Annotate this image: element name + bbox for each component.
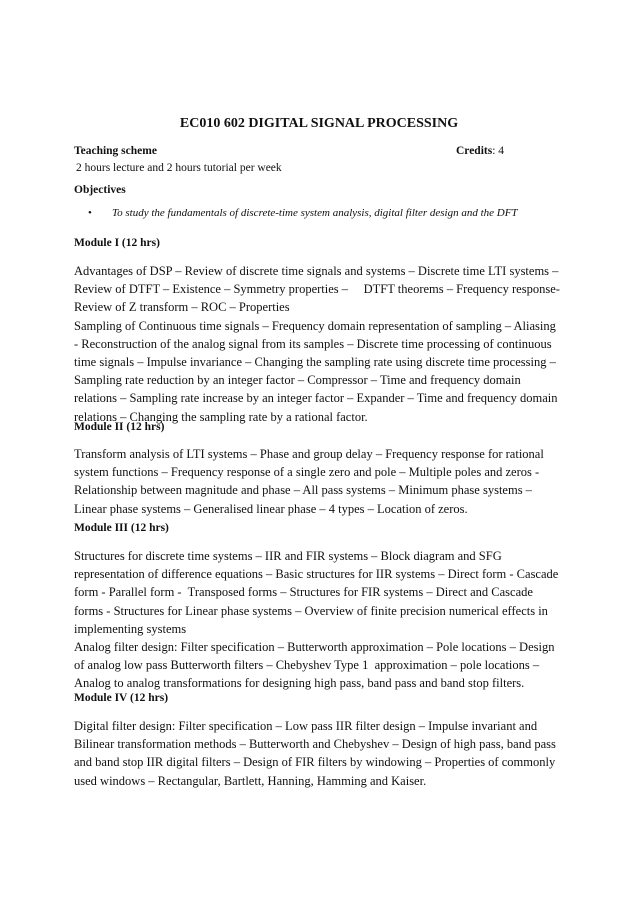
bullet-icon: • [88, 207, 92, 219]
module-2-content [74, 445, 564, 518]
module-1-line: Advantages of DSP – Review of discrete time signals and systems – Discrete time LTI systems – [74, 264, 559, 278]
module-4-line: Bilinear transformation methods – Butterworth and Chebyshev – Design of high pass, band pass [74, 737, 556, 752]
module-2-line: Linear phase systems – Generalised linear phase – 4 types – Location of zeros. [74, 501, 468, 516]
module-1-line: Sampling rate reduction by an integer factor – Compressor – Time and frequency domain [74, 373, 521, 388]
objective-text: To study the fundamentals of discrete-time system analysis, digital filter design and the DFT [112, 207, 518, 219]
module-3-line: Analog to analog transformations for designing high pass, band pass and band stop filters. [74, 676, 525, 691]
module-1-line: time signals – Impulse invariance – Changing the sampling rate using discrete time processing – [74, 355, 556, 370]
module-3-line: Structures for discrete time systems – IIR and FIR systems – Block diagram and SFG [74, 549, 502, 563]
module-1-line: relations – Sampling rate increase by an integer factor – Expander – Time and frequency domain [74, 391, 558, 406]
module-1-line: - Reconstruction of the analog signal from its samples – Discrete time processing of continuous [74, 336, 552, 351]
credits-value: : 4 [492, 145, 505, 157]
module-3-line: form - Parallel form - Transposed forms – Structures for FIR systems – Direct and Cascade [74, 585, 533, 600]
module-4-line: used windows – Rectangular, Bartlett, Hanning, Hamming and Kaiser. [74, 773, 427, 788]
module-4-line: and band stop IIR digital filters – Design of FIR filters by windowing – Properties of commonly [74, 755, 556, 770]
credits-label: Credits [456, 145, 493, 157]
module-3-heading: Module III (12 hrs) [74, 522, 169, 534]
module-4-line: Digital filter design: Filter specification – Low pass IIR filter design – Impulse invariant and [74, 719, 538, 733]
module-3-line: representation of difference equations – Basic structures for IIR systems – Direct form - Cascade [74, 567, 559, 582]
module-1-line: Sampling of Continuous time signals – Frequency domain representation of sampling – Aliasing [74, 318, 556, 333]
module-3-line: forms - Structures for Linear phase systems – Overview of finite precision numerical effects in [74, 603, 548, 618]
module-1-line: relations – Changing the sampling rate by a rational factor. [74, 409, 368, 424]
module-2-line: Transform analysis of LTI systems – Phase and group delay – Frequency response for rational [74, 447, 544, 461]
module-1-content [74, 262, 564, 426]
teaching-scheme-label: Teaching scheme [74, 145, 157, 157]
module-3-line: Analog filter design: Filter specification – Butterworth approximation – Pole locations – Design [74, 640, 555, 655]
module-2-line: system functions – Frequency response of a single zero and pole – Multiple poles and zeros - [74, 465, 540, 480]
objective-item [88, 207, 518, 219]
module-2-line: Relationship between magnitude and phase – All pass systems – Minimum phase systems – [74, 483, 532, 498]
module-1-line: Review of DTFT – Existence – Symmetry properties – DTFT theorems – Frequency response- [74, 282, 560, 297]
credits [456, 145, 504, 157]
module-1-heading: Module I (12 hrs) [74, 237, 160, 249]
module-1-line: Review of Z transform – ROC – Properties [74, 300, 290, 315]
module-2-heading: Module II (12 hrs) [74, 421, 165, 433]
objectives-heading: Objectives [74, 184, 126, 196]
module-3-line: implementing systems [74, 621, 187, 636]
module-3-line: of analog low pass Butterworth filters – Chebyshev Type 1 approximation – pole locations – [74, 658, 540, 673]
module-4-content [74, 717, 564, 790]
course-title: EC010 602 DIGITAL SIGNAL PROCESSING [179, 116, 459, 131]
hours-per-week: 2 hours lecture and 2 hours tutorial per week [76, 162, 282, 174]
module-3-content [74, 547, 564, 693]
module-4-heading: Module IV (12 hrs) [74, 692, 169, 704]
